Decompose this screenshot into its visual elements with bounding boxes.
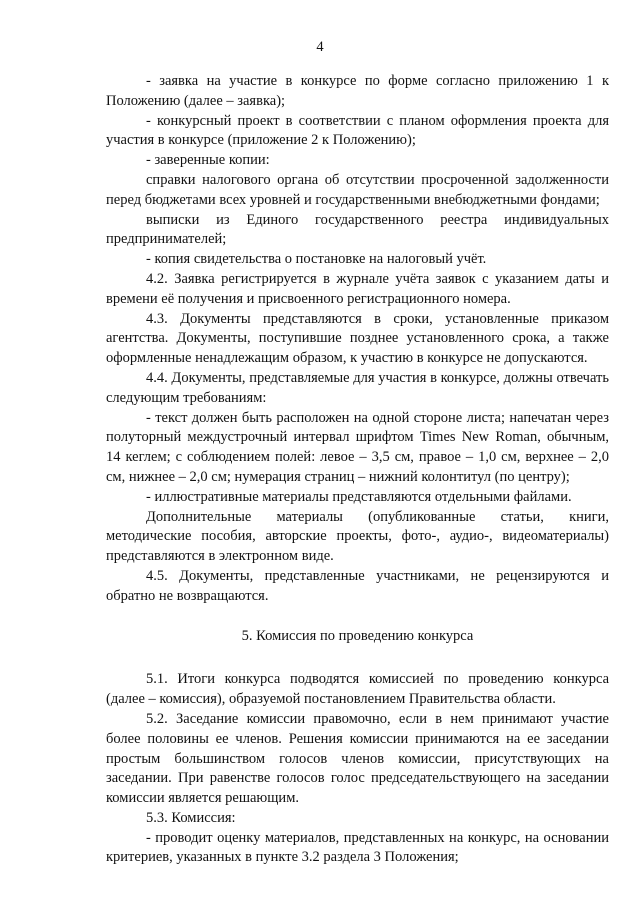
- paragraph-additional-materials: Дополнительные материалы (опубликованные статьи, книги, методические пособия, авторские проекты, фото-, аудио-, видеоматериалы) представляются в электронном виде.: [106, 508, 609, 565]
- paragraph-register-extract: выписки из Единого государственного реестра индивидуальных предпринимателей;: [106, 211, 609, 248]
- paragraph-text-requirements: - текст должен быть расположен на одной стороне листа; напечатан через полуторный междустрочный интервал шрифтом Times New Roman, обычным, 14 кеглем; с соблюдением полей: левое – 3,5 см, правое – 1,0 см, верхнее – 2,0 см, нижнее – 2,0 см; нумерация страниц – нижний колонтитул (по центру);: [106, 409, 609, 485]
- paragraph-tax-certificate: справки налогового органа об отсутствии просроченной задолженности перед бюджетами всех уровней и государственными внебюджетными фондами;: [106, 171, 609, 208]
- paragraph-5-2: 5.2. Заседание комиссии правомочно, если в нем принимают участие более половины ее членов. Решения комиссии принимаются на ее заседании простым большинством голосов членов комиссии, присутствующих на заседании. При равенстве голосов голос председательствующего на заседании комиссии является решающим.: [106, 710, 609, 807]
- paragraph-certified-copies: - заверенные копии:: [146, 152, 270, 169]
- paragraph-5-1: 5.1. Итоги конкурса подводятся комиссией по проведению конкурса (далее – комиссия), образуемой постановлением Правительства области.: [106, 671, 609, 708]
- paragraph-5-3: 5.3. Комиссия:: [146, 809, 236, 826]
- paragraph-4-5: 4.5. Документы, представленные участниками, не рецензируются и обратно не возвращаются.: [106, 567, 609, 604]
- paragraph-4-3: 4.3. Документы представляются в сроки, установленные приказом агентства. Документы, поступившие позднее установленного срока, а также оформленные ненадлежащим образом, к участию в конкурсе не допускаются.: [106, 310, 609, 367]
- paragraph-4-2: 4.2. Заявка регистрируется в журнале учёта заявок с указанием даты и времени её получения и присвоенного регистрационного номера.: [106, 270, 609, 307]
- body-text: [106, 72, 609, 868]
- section-heading: 5. Комиссия по проведению конкурса: [241, 627, 474, 644]
- paragraph-4-4: 4.4. Документы, представляемые для участия в конкурсе, должны отвечать следующим требованиям:: [106, 369, 609, 406]
- paragraph-tax-registration-copy: - копия свидетельства о постановке на налоговый учёт.: [146, 251, 487, 268]
- paragraph-evaluation: - проводит оценку материалов, представленных на конкурс, на основании критериев, указанных в пункте 3.2 раздела 3 Положения;: [106, 829, 609, 866]
- page-number: 4: [316, 39, 324, 55]
- paragraph-illustrative-materials: - иллюстративные материалы представляются отдельными файлами.: [146, 488, 572, 505]
- paragraph-contest-project: - конкурсный проект в соответствии с планом оформления проекта для участия в конкурсе (приложение 2 к Положению);: [106, 112, 609, 149]
- paragraph-application-form: - заявка на участие в конкурсе по форме согласно приложению 1 к Положению (далее – заявка);: [106, 73, 609, 109]
